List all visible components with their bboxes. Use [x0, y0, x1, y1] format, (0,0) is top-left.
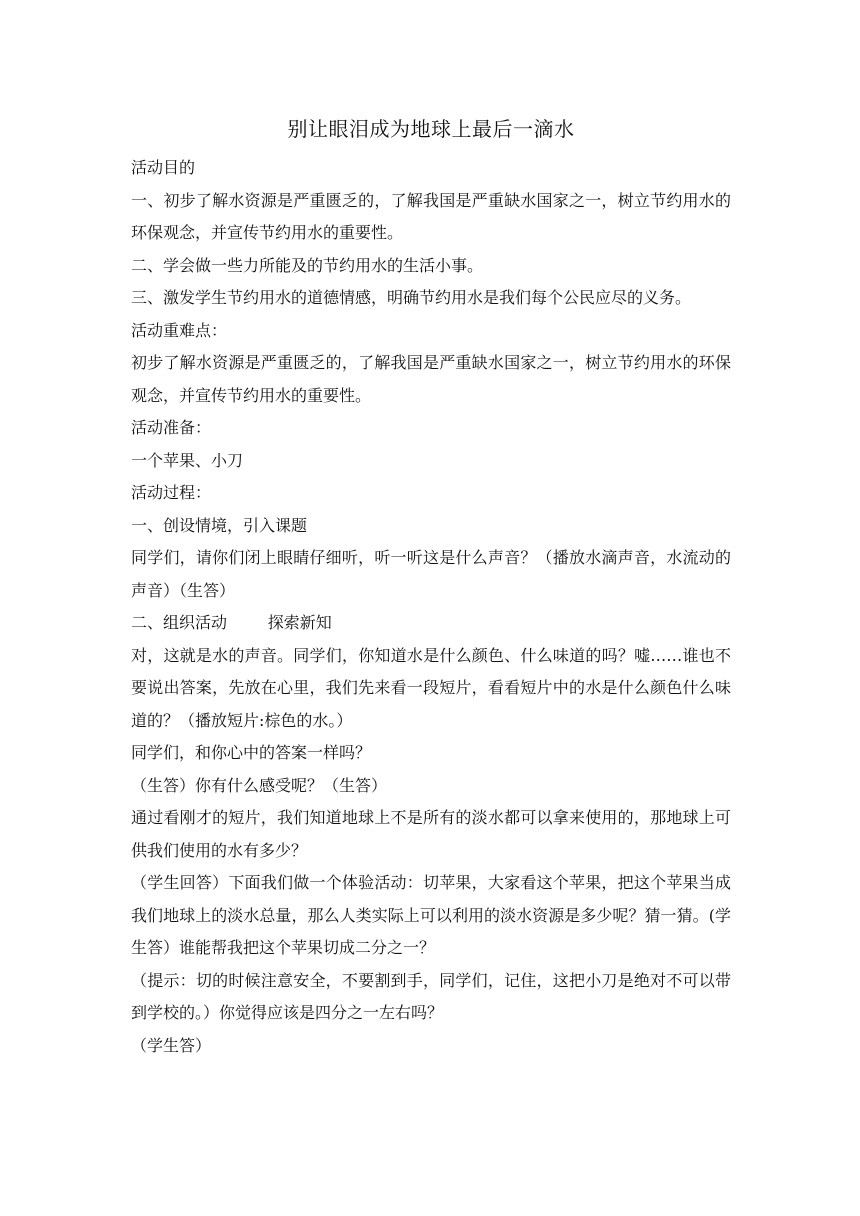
document-title: 别让眼泪成为地球上最后一滴水: [287, 117, 575, 141]
paragraph-step-2-body-7: （学生答）: [131, 1035, 212, 1055]
document-page: [131, 112, 731, 1062]
paragraph-preparation: 一个苹果、小刀: [131, 450, 244, 470]
paragraph-step-2-body-5: （学生回答）下面我们做一个体验活动：切苹果，大家看这个苹果，把这个苹果当成我们地球上的淡水总量，那么人类实际上可以利用的淡水资源是多少呢？猜一猜。(学生答）谁能帮我把这个苹果切成二分之一？: [131, 873, 731, 957]
paragraph-preparation-heading: 活动准备：: [131, 418, 212, 437]
paragraph-step-2-body-3: （生答）你有什么感受呢？（生答）: [131, 775, 388, 795]
paragraph-step-2-body-2: 同学们，和你心中的答案一样吗？: [131, 743, 372, 762]
paragraph-key-points: 初步了解水资源是严重匮乏的，了解我国是严重缺水国家之一，树立节约用水的环保观念，并宣传节约用水的重要性。: [131, 353, 731, 405]
paragraph-step-2-heading: 二、组织活动 探索新知: [131, 613, 332, 632]
paragraph-key-points-heading: 活动重难点：: [131, 320, 228, 340]
paragraph-goal-1: 一、初步了解水资源是严重匮乏的，了解我国是严重缺水国家之一，树立节约用水的环保观念，并宣传节约用水的重要性。: [131, 190, 731, 242]
paragraph-process-heading: 活动过程：: [131, 483, 212, 502]
paragraph-step-2-body-6: （提示：切的时候注意安全，不要割到手，同学们，记住，这把小刀是绝对不可以带到学校的。）你觉得应该是四分之一左右吗？: [131, 970, 731, 1022]
paragraph-goal-2: 二、学会做一些力所能及的节约用水的生活小事。: [131, 255, 484, 275]
paragraph-goal-3: 三、激发学生节约用水的道德情感，明确节约用水是我们每个公民应尽的义务。: [131, 288, 692, 307]
paragraph-step-2-body-4: 通过看刚才的短片，我们知道地球上不是所有的淡水都可以拿来使用的，那地球上可供我们使用的水有多少？: [131, 808, 731, 860]
paragraph-step-1-body: 同学们，请你们闭上眼睛仔细听，听一听这是什么声音？（播放水滴声音，水流动的声音）（生答）: [131, 548, 731, 600]
paragraph-step-2-body-1: 对，这就是水的声音。同学们，你知道水是什么颜色、什么味道的吗？嘘……谁也不要说出答案，先放在心里，我们先来看一段短片，看看短片中的水是什么颜色什么味道的？（播放短片:棕色的水。）: [131, 645, 731, 730]
paragraph-activity-goal-heading: 活动目的: [131, 158, 196, 177]
paragraph-step-1-heading: 一、创设情境，引入课题: [131, 515, 308, 535]
